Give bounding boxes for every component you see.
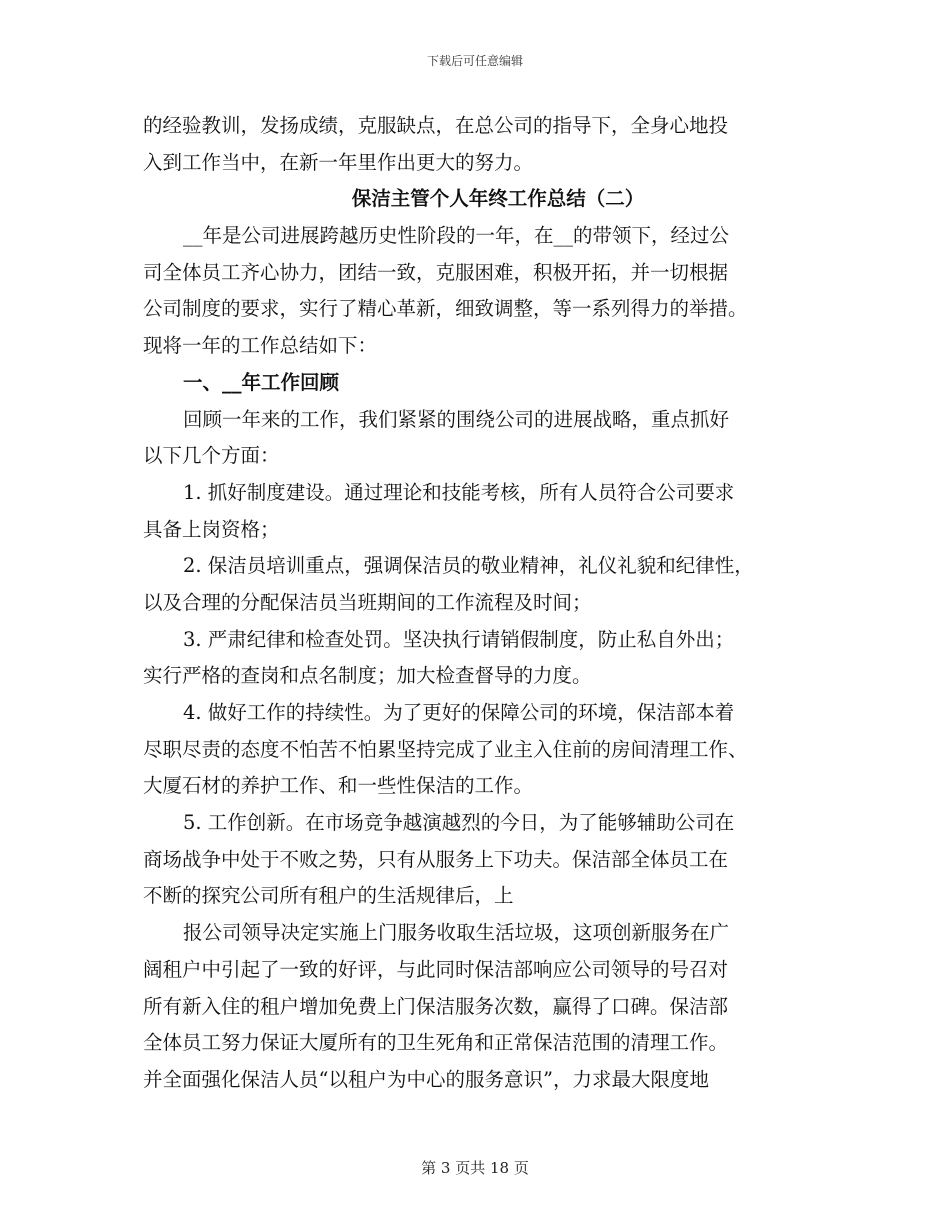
text-line: 具备上岗资格；: [143, 517, 280, 541]
text-line: 商场战争中处于不败之势，只有从服务上下功夫。保洁部全体员工在: [143, 847, 729, 871]
text-line: 实行严格的查岗和点名制度；加大检查督导的力度。: [143, 664, 592, 688]
text-line: 2. 保洁员培训重点，强调保洁员的敬业精神，礼仪礼貌和纪律性，: [183, 554, 754, 578]
text-line: 3. 严肃纪律和检查处罚。坚决执行请销假制度，防止私自外出；: [183, 627, 735, 651]
text-line: 入到工作当中，在新一年里作出更大的努力。: [143, 150, 534, 174]
text-line: 大厦石材的养护工作、和一些性保洁的工作。: [143, 774, 534, 798]
text-line: 尽职尽责的态度不怕苦不怕累坚持完成了业主入住前的房间清理工作、: [143, 737, 748, 761]
text-line: 以及合理的分配保洁员当班期间的工作流程及时间；: [143, 590, 592, 614]
text-line: 全体员工努力保证大厦所有的卫生死角和正常保洁范围的清理工作。: [143, 1031, 729, 1055]
page-header: 下载后可任意编辑: [426, 54, 523, 68]
section-heading: 一、__年工作回顾: [183, 370, 340, 394]
text-line: 现将一年的工作总结如下：: [143, 334, 378, 358]
document-body: [143, 108, 813, 1099]
section-title: 保洁主管个人年终工作总结（二）: [351, 187, 645, 211]
text-line: 以下几个方面：: [143, 444, 280, 468]
text-line: 不断的探究公司所有租户的生活规律后，上: [143, 884, 514, 908]
text-line: 回顾一年来的工作，我们紧紧的围绕公司的进展战略，重点抓好: [183, 407, 730, 431]
text-line: 的经验教训，发扬成绩，克服缺点，在总公司的指导下，全身心地投: [143, 114, 729, 137]
text-line: __年是公司进展跨越历史性阶段的一年，在__的带领下，经过公: [183, 224, 730, 248]
text-line: 所有新入住的租户增加免费上门保洁服务次数，赢得了口碑。保洁部: [143, 994, 729, 1018]
text-line: 司全体员工齐心协力，团结一致，克服困难，积极开拓，并一切根据: [143, 260, 729, 284]
text-line: 报公司领导决定实施上门服务收取生活垃圾，这项创新服务在广: [183, 921, 730, 945]
text-line: 4. 做好工作的持续性。为了更好的保障公司的环境，保洁部本着: [183, 701, 735, 724]
text-line: 1. 抓好制度建设。通过理论和技能考核，所有人员符合公司要求: [183, 480, 735, 504]
text-line: 5. 工作创新。在市场竞争越演越烈的今日，为了能够辅助公司在: [183, 811, 735, 835]
text-line: 阔租户中引起了一致的好评，与此同时保洁部响应公司领导的号召对: [143, 957, 729, 981]
text-line: 公司制度的要求，实行了精心革新，细致调整，等一系列得力的举措。: [143, 297, 748, 321]
text-line: 并全面强化保洁人员“以租户为中心的服务意识”，力求最大限度地: [143, 1067, 709, 1091]
page-footer: 第 3 页共 18 页: [421, 1159, 529, 1177]
